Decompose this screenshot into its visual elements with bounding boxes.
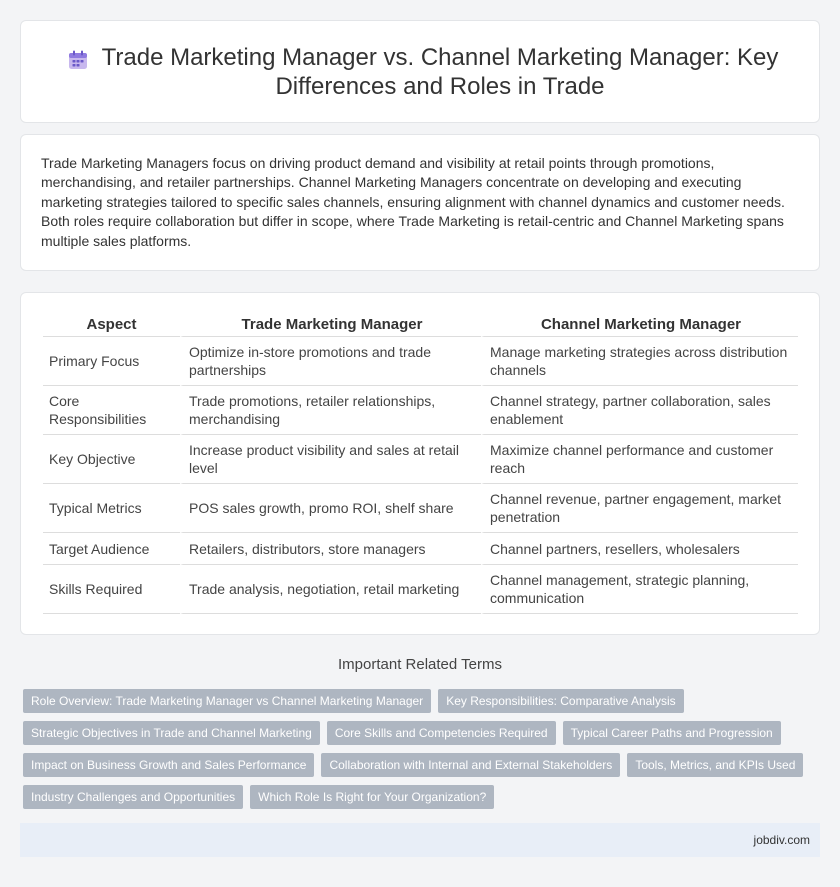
table-cell: Channel revenue, partner engagement, market penetration (481, 484, 798, 533)
table-cell: Typical Metrics (43, 484, 180, 533)
table-header-row (43, 309, 798, 337)
table-row (43, 386, 798, 435)
related-term-tag[interactable]: Industry Challenges and Opportunities (23, 785, 243, 809)
table-cell: Channel management, strategic planning, communication (481, 565, 798, 614)
related-term-tag[interactable]: Typical Career Paths and Progression (563, 721, 781, 745)
table-cell: Increase product visibility and sales at retail level (180, 435, 481, 484)
comparison-table (43, 309, 798, 614)
table-cell: Channel strategy, partner collaboration, sales enablement (481, 386, 798, 435)
table-row (43, 337, 798, 386)
related-term-tag[interactable]: Which Role Is Right for Your Organization? (250, 785, 494, 809)
column-header-trade: Trade Marketing Manager (180, 309, 481, 337)
related-term-tag[interactable]: Collaboration with Internal and External Stakeholders (321, 753, 620, 777)
table-cell: Primary Focus (43, 337, 180, 386)
table-cell: Manage marketing strategies across distribution channels (481, 337, 798, 386)
table-cell: POS sales growth, promo ROI, shelf share (180, 484, 481, 533)
table-cell: Optimize in-store promotions and trade partnerships (180, 337, 481, 386)
table-cell: Skills Required (43, 565, 180, 614)
table-row (43, 565, 798, 614)
table-cell: Trade promotions, retailer relationships, merchandising (180, 386, 481, 435)
table-cell: Retailers, distributors, store managers (180, 533, 481, 565)
table-cell: Channel partners, resellers, wholesalers (481, 533, 798, 565)
column-header-channel: Channel Marketing Manager (481, 309, 798, 337)
related-term-tag[interactable]: Strategic Objectives in Trade and Channel Marketing (23, 721, 320, 745)
table-cell: Core Responsibilities (43, 386, 180, 435)
comparison-card (20, 292, 820, 635)
page-title: Trade Marketing Manager vs. Channel Marketing Manager: Key Differences and Roles in Trade (101, 43, 779, 100)
table-cell: Target Audience (43, 533, 180, 565)
table-cell: Key Objective (43, 435, 180, 484)
title-card (20, 20, 820, 123)
table-row (43, 435, 798, 484)
related-terms-list (23, 689, 813, 809)
related-term-tag[interactable]: Key Responsibilities: Comparative Analysis (438, 689, 683, 713)
column-header-aspect: Aspect (43, 309, 180, 337)
intro-paragraph: Trade Marketing Managers focus on driving product demand and visibility at retail points through promotions, merchandising, and retailer partnerships. Channel Marketing Managers concentrate on developing and executing marketing strategies tailored to specific sales channels, ensuring alignment with channel dynamics and customer needs. Both roles require collaboration but differ in scope, where Trade Marketing is retail-centric and Channel Marketing spans multiple sales platforms. (41, 155, 785, 249)
table-row (43, 484, 798, 533)
related-term-tag[interactable]: Tools, Metrics, and KPIs Used (627, 753, 803, 777)
related-terms-heading: Important Related Terms (338, 656, 502, 673)
footer-site-link[interactable]: jobdiv.com (753, 833, 810, 847)
footer (20, 823, 820, 857)
table-cell: Maximize channel performance and customer reach (481, 435, 798, 484)
related-term-tag[interactable]: Role Overview: Trade Marketing Manager vs Channel Marketing Manager (23, 689, 431, 713)
intro-card (20, 134, 820, 271)
related-term-tag[interactable]: Impact on Business Growth and Sales Performance (23, 753, 314, 777)
table-cell: Trade analysis, negotiation, retail marketing (180, 565, 481, 614)
related-term-tag[interactable]: Core Skills and Competencies Required (327, 721, 556, 745)
table-row (43, 533, 798, 565)
